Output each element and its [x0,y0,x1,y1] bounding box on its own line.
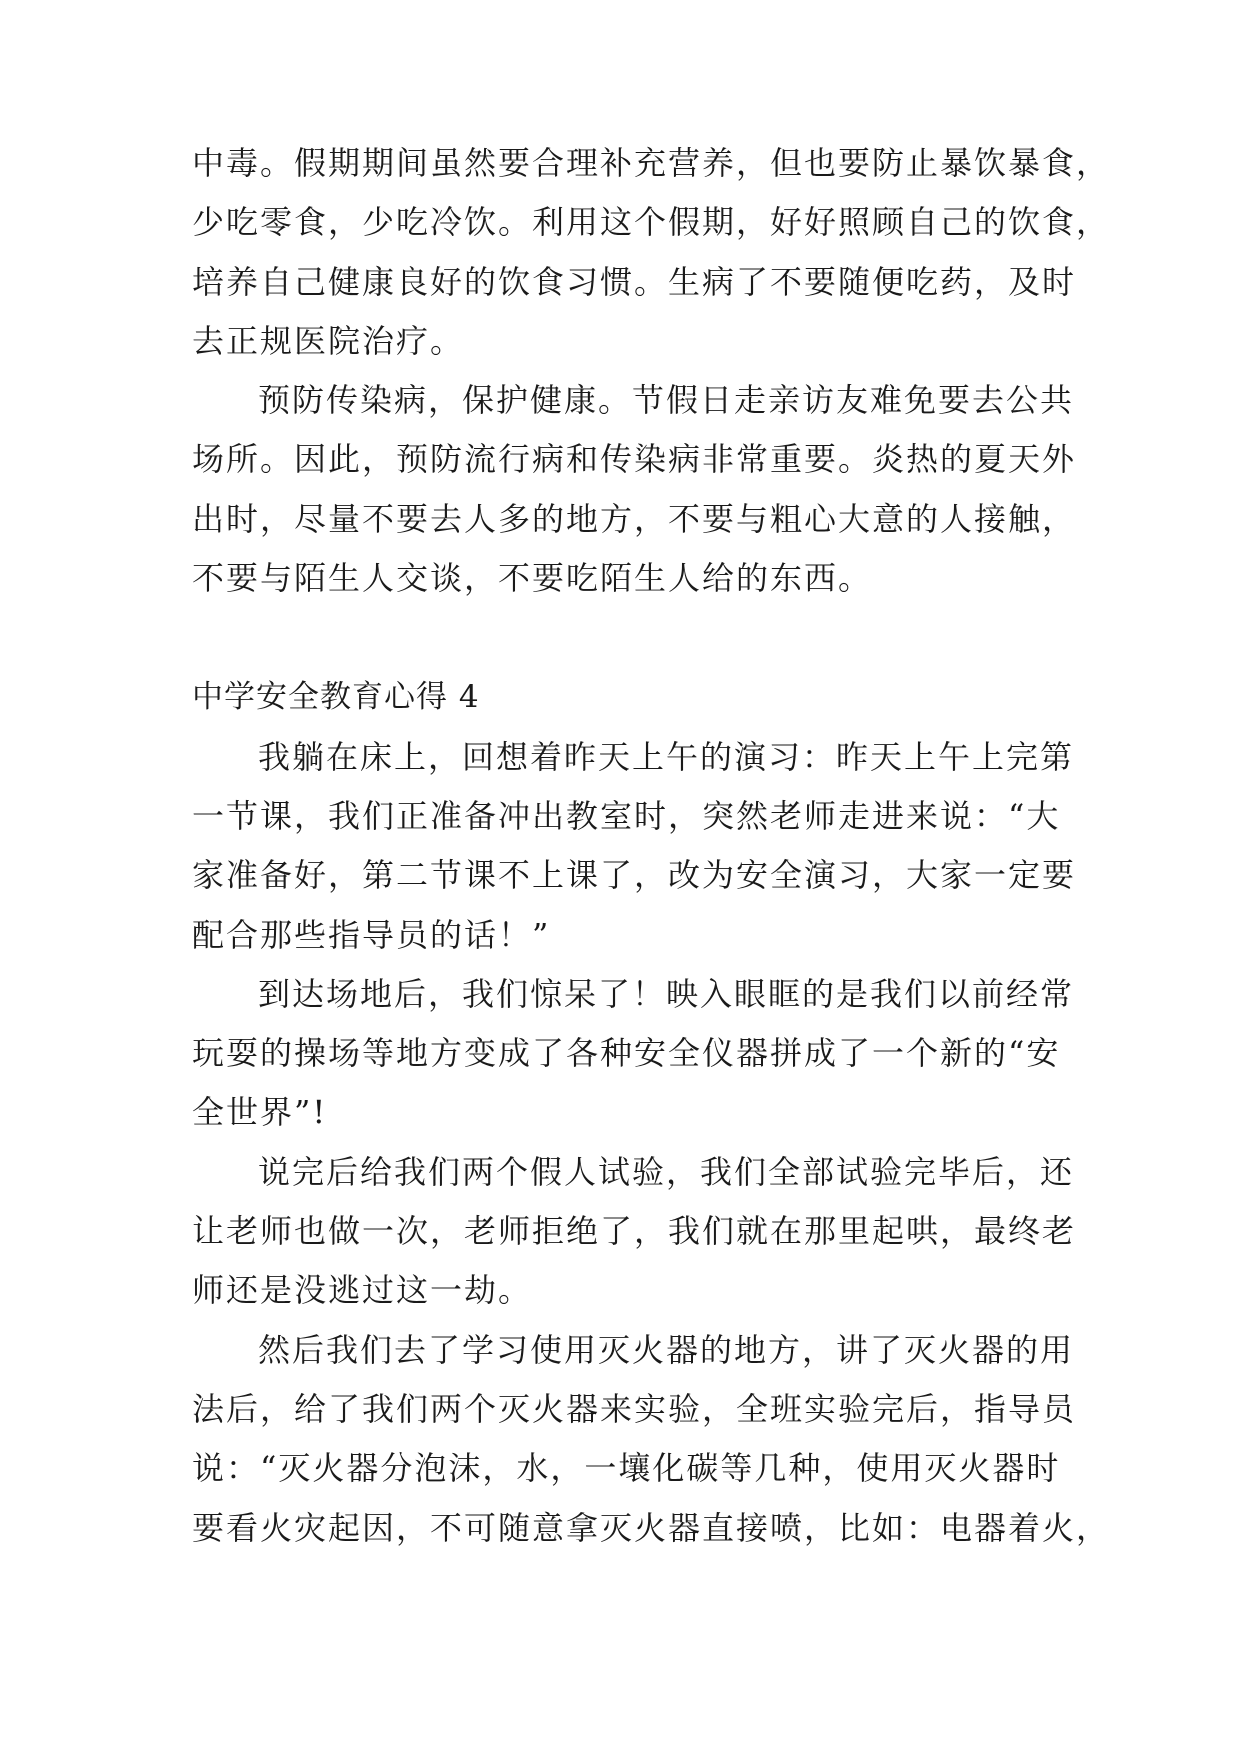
text-line: 培养自己健康良好的饮食习惯。生病了不要随便吃药，及时 [192,262,1077,301]
paragraph-arrival [192,965,1075,1143]
text-line: 到达场地后，我们惊呆了！映入眼眶的是我们以前经常 [258,974,1075,1013]
text-line: 法后，给了我们两个灭火器来实验，全班实验完后，指导员 [192,1389,1077,1428]
text-line: 配合那些指导员的话！” [192,915,551,954]
text-line: 中毒。假期期间虽然要合理补充营养，但也要防止暴饮暴食， [192,144,1111,182]
text-line: 出时，尽量不要去人多的地方，不要与粗心大意的人接触， [192,499,1077,538]
paragraph-dummy-test [192,1143,1077,1321]
document-page [192,134,1111,1558]
text-line: 去正规医院治疗。 [192,321,465,360]
text-line: 师还是没逃过这一劫。 [192,1271,533,1310]
text-line: 家准备好，第二节课不上课了，改为安全演习，大家一定要 [192,856,1077,895]
text-line: 我躺在床上，回想着昨天上午的演习：昨天上午上完第 [258,737,1075,776]
section-heading: 中学安全教育心得 4 [192,679,480,716]
text-line: 场所。因此，预防流行病和传染病非常重要。炎热的夏天外 [192,440,1077,479]
text-line: 全世界”! [192,1093,328,1132]
text-line: 说：“灭火器分泡沫，水，一壤化碳等几种，使用灭火器时 [192,1449,1061,1488]
text-line: 不要与陌生人交谈，不要吃陌生人给的东西。 [192,559,873,598]
paragraph-disease-prevention [192,371,1077,608]
section-gap [192,608,1052,668]
text-line: 让老师也做一次，老师拒绝了，我们就在那里起哄，最终老 [192,1212,1077,1251]
text-line: 要看火灾起因，不可随意拿灭火器直接喷，比如：电器着火， [192,1508,1111,1547]
text-line: 预防传染病，保护健康。节假日走亲访友难免要去公共 [258,381,1075,420]
paragraph-drill-recall [192,728,1077,965]
paragraph-fire-extinguisher [192,1321,1111,1558]
paragraph-food-safety [192,134,1111,371]
text-line: 一节课，我们正准备冲出教室时，突然老师走进来说：“大 [192,796,1061,835]
text-line: 然后我们去了学习使用灭火器的地方，讲了灭火器的用 [258,1330,1075,1369]
text-line: 玩耍的操场等地方变成了各种安全仪器拼成了一个新的“安 [192,1034,1061,1073]
text-line: 说完后给我们两个假人试验，我们全部试验完毕后，还 [258,1152,1075,1191]
text-line: 少吃零食，少吃冷饮。利用这个假期，好好照顾自己的饮食， [192,203,1111,242]
